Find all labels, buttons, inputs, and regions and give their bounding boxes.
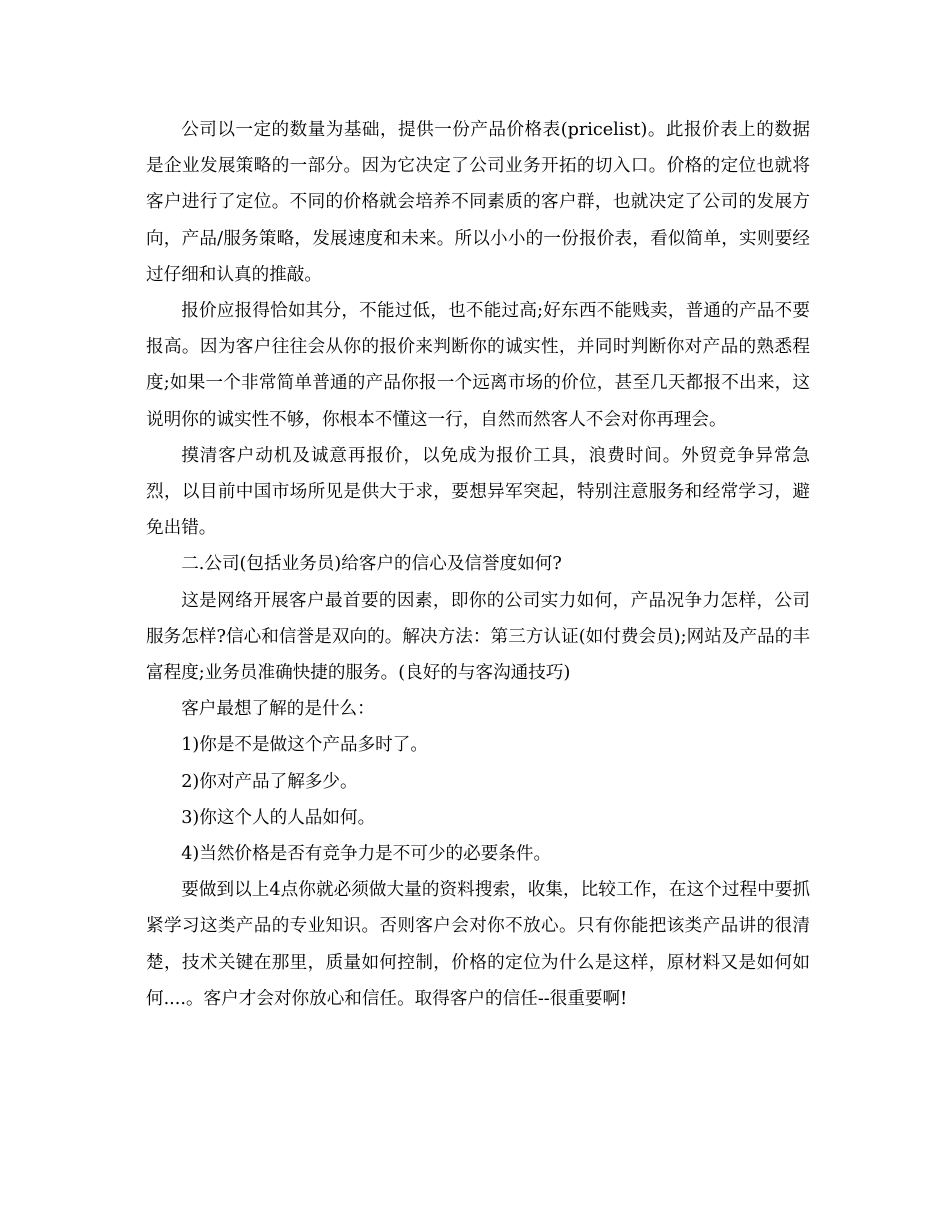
- list-item-3: 3)你这个人的人品如何。: [181, 807, 376, 828]
- paragraph-customer-motive: 摸清客户动机及诚意再报价，以免成为报价工具，浪费时间。外贸竞争异常急烈，以目前中国市场所见是供大于求，要想异军突起，特别注意服务和经常学习，避免出错。: [146, 445, 810, 539]
- paragraph-network-factors: 这是网络开展客户最首要的因素，即你的公司实力如何，产品况争力怎样，公司服务怎样?信心和信誉是双向的。解决方法：第三方认证(如付费会员);网站及产品的丰富程度;业务员准确快捷的服务。(良好的与客沟通技巧): [146, 590, 810, 684]
- paragraph-customer-wants: 客户最想了解的是什么：: [181, 699, 375, 720]
- paragraph-quote-appropriately: 报价应报得恰如其分，不能过低，也不能过高;好东西不能贱卖，普通的产品不要报高。因为客户往往会从你的报价来判断你的诚实性，并同时判断你对产品的熟悉程度;如果一个非常简单普通的产品你报一个远离市场的价位，甚至几天都报不出来，这说明你的诚实性不够，你根本不懂这一行，自然而然客人不会对你再理会。: [146, 301, 810, 430]
- section-heading-confidence: 二.公司(包括业务员)给客户的信心及信誉度如何?: [181, 554, 562, 575]
- list-item-4: 4)当然价格是否有竞争力是不可少的必要条件。: [181, 844, 552, 865]
- paragraph-pricelist: 公司以一定的数量为基础，提供一份产品价格表(pricelist)。此报价表上的数据是企业发展策略的一部分。因为它决定了公司业务开拓的切入口。价格的定位也就将客户进行了定位。不同的价格就会培养不同素质的客户群，也就决定了公司的发展方向，产品/服务策略，发展速度和未来。所以小小的一份报价表，看似简单，实则要经过仔细和认真的推敲。: [146, 120, 810, 285]
- paragraph-research-work: 要做到以上4点你就必须做大量的资料搜索，收集，比较工作，在这个过程中要抓紧学习这类产品的专业知识。否则客户会对你不放心。只有你能把该类产品讲的很清楚，技术关键在那里，质量如何控制，价格的定位为什么是这样，原材料又是如何如何....。客户才会对你放心和信任。取得客户的信任--很重要啊!: [146, 880, 810, 1009]
- list-item-2: 2)你对产品了解多少。: [181, 771, 358, 792]
- list-item-1: 1)你是不是做这个产品多时了。: [181, 735, 428, 756]
- document-page: [146, 112, 810, 1017]
